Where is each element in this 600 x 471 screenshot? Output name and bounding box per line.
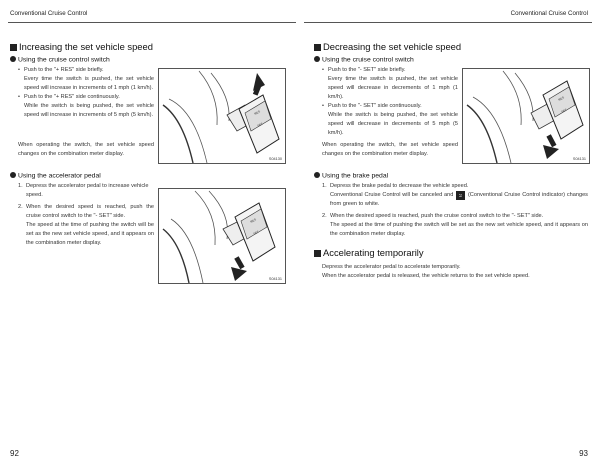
left-b1-body: Every time the switch is pushed, the set vehicle speed will increase in increments of 1 mph (1 km/h). bbox=[24, 76, 154, 91]
right-accel-p2: When the accelerator pedal is released, the vehicle returns to the set vehicle speed. bbox=[322, 273, 530, 279]
right-b2-lead: Push to the "- SET" side continuously. bbox=[328, 103, 422, 109]
bullet-icon: • bbox=[322, 67, 324, 73]
section-square-icon bbox=[314, 250, 321, 257]
left-header-rule bbox=[8, 22, 296, 23]
left-switch-text bbox=[18, 66, 154, 120]
section-square-icon bbox=[314, 44, 321, 51]
right-running-header: Conventional Cruise Control bbox=[510, 10, 588, 17]
left-page-number: 92 bbox=[10, 449, 19, 458]
step-number: 2. bbox=[18, 204, 23, 210]
svg-text:SET: SET bbox=[252, 229, 260, 236]
svg-text:SET: SET bbox=[560, 107, 568, 114]
cruise-indicator-icon: ⎋ bbox=[456, 191, 465, 200]
left-switch-note: When operating the switch, the set vehicle speed changes on the combination meter display. bbox=[18, 142, 154, 157]
step-number: 1. bbox=[322, 183, 327, 189]
left-b2-body: While the switch is being pushed, the set vehicle speed will increase in increments of 5 mph (5 km/h). bbox=[24, 103, 154, 118]
left-pedal-steps bbox=[18, 182, 154, 248]
right-header-rule bbox=[304, 22, 592, 23]
right-brake-step1-lead: Depress the brake pedal to decrease the vehicle speed. bbox=[330, 183, 469, 189]
right-accel-p1: Depress the accelerator pedal to accelerate temporarily. bbox=[322, 264, 461, 270]
right-b2-body: While the switch is being pushed, the set vehicle speed will decrease in decrements of 5 mph (5 km/h). bbox=[328, 112, 458, 136]
right-accel-text bbox=[322, 263, 588, 281]
subsection-dot-icon bbox=[10, 172, 16, 178]
svg-text:SET: SET bbox=[256, 121, 264, 128]
bullet-icon: • bbox=[322, 103, 324, 109]
right-brake-step2-lead: When the desired speed is reached, push the cruise control switch to the "- SET" side. bbox=[330, 213, 544, 219]
right-switch-subtitle: Using the cruise control switch bbox=[314, 56, 414, 64]
figure-code-label: S04131 bbox=[572, 157, 586, 161]
cruise-switch-down-illustration bbox=[159, 189, 285, 283]
right-switch-note: When operating the switch, the set vehicle speed changes on the combination meter display. bbox=[322, 142, 458, 157]
bullet-icon: • bbox=[18, 67, 20, 73]
subsection-dot-icon bbox=[10, 56, 16, 62]
svg-text:RES: RES bbox=[249, 217, 257, 224]
right-brake-step2-body: The speed at the time of pushing the switch will be set as the new set vehicle speed, and it appears on the combination meter display. bbox=[330, 222, 588, 237]
right-b1-lead: Push to the "- SET" side briefly. bbox=[328, 67, 406, 73]
figure-code-label: S04131 bbox=[268, 277, 282, 281]
left-section-title: Increasing the set vehicle speed bbox=[10, 41, 153, 52]
svg-text:RES: RES bbox=[557, 95, 565, 102]
left-switch-subtitle: Using the cruise control switch bbox=[10, 56, 110, 64]
figure-code-label: S04130 bbox=[268, 157, 282, 161]
left-b2-lead: Push to the "+ RES" side continuously. bbox=[24, 94, 120, 100]
subsection-dot-icon bbox=[314, 56, 320, 62]
left-b1-lead: Push to the "+ RES" side briefly. bbox=[24, 67, 104, 73]
right-brake-step1-body: Conventional Cruise Control will be canceled and ⎋ (Conventional Cruise Control indicator) changes from green to white. bbox=[330, 192, 588, 207]
right-brake-subtitle: Using the brake pedal bbox=[314, 172, 388, 180]
left-pedal-step1: Depress the accelerator pedal to increase vehicle speed. bbox=[26, 183, 149, 198]
bullet-icon: • bbox=[18, 94, 20, 100]
right-accel-title: Accelerating temporarily bbox=[314, 247, 424, 258]
left-pedal-step2-body: The speed at the time of pushing the switch will be set as the new set vehicle speed, and it appears on the combination meter display. bbox=[26, 222, 154, 246]
step-number: 1. bbox=[18, 183, 23, 189]
figure-switch-down bbox=[158, 188, 286, 284]
left-pedal-subtitle: Using the accelerator pedal bbox=[10, 172, 101, 180]
right-b1-body: Every time the switch is pushed, the set vehicle speed will decrease in decrements of 1 mph (1 km/h). bbox=[328, 76, 458, 100]
left-running-header: Conventional Cruise Control bbox=[10, 10, 88, 17]
right-brake-steps bbox=[322, 182, 588, 239]
right-section-title: Decreasing the set vehicle speed bbox=[314, 41, 461, 52]
left-pedal-step2-lead: When the desired speed is reached, push the cruise control switch to the "- SET" side. bbox=[26, 204, 154, 219]
figure-switch-set bbox=[462, 68, 590, 164]
figure-switch-up bbox=[158, 68, 286, 164]
subsection-dot-icon bbox=[314, 172, 320, 178]
cruise-switch-set-illustration bbox=[463, 69, 589, 163]
right-page-number: 93 bbox=[579, 449, 588, 458]
step-number: 2. bbox=[322, 213, 327, 219]
section-square-icon bbox=[10, 44, 17, 51]
right-switch-text bbox=[322, 66, 458, 138]
cruise-switch-up-illustration bbox=[159, 69, 285, 163]
svg-text:RES: RES bbox=[253, 109, 261, 116]
